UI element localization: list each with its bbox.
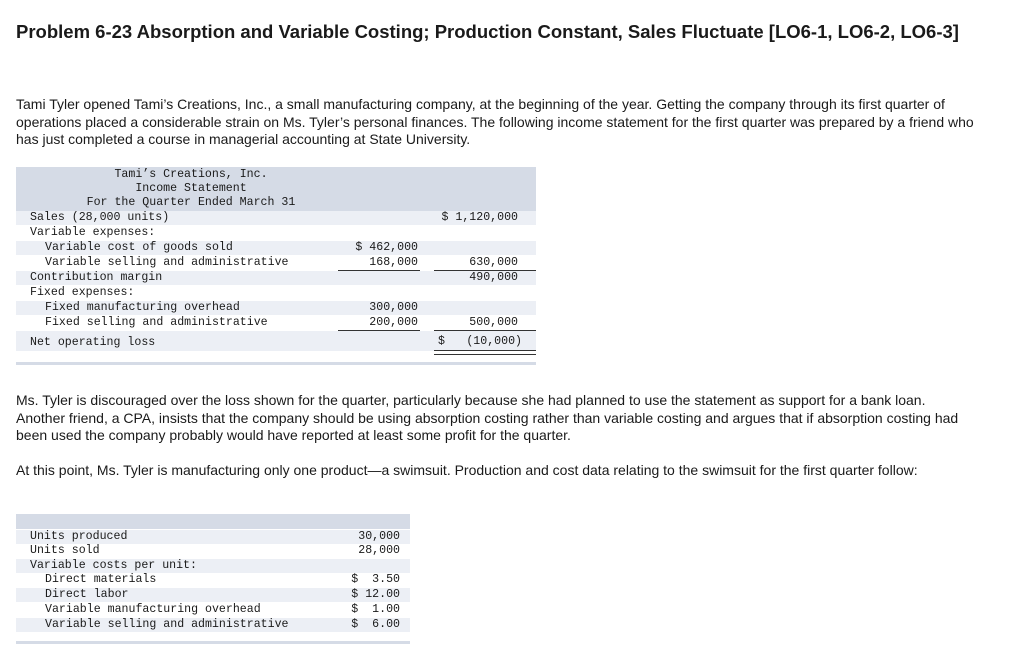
- fmo-amount: 300,000: [369, 301, 418, 314]
- vsa-amount: 168,000: [369, 256, 418, 269]
- company-name: Tami’s Creations, Inc.: [114, 168, 268, 181]
- fixed-expenses-label: Fixed expenses:: [30, 286, 135, 299]
- vmo-label: Variable manufacturing overhead: [45, 603, 261, 616]
- fixed-expenses-total: 500,000: [469, 316, 518, 329]
- vsa-label: Variable selling and administrative: [45, 256, 289, 269]
- income-statement-table: [16, 167, 536, 357]
- fsa-amount: 200,000: [369, 316, 418, 329]
- statement-name: Income Statement: [135, 182, 247, 195]
- net-operating-loss-dollar: $: [438, 335, 445, 348]
- direct-labor-amount: $ 12.00: [351, 588, 400, 601]
- double-underline: [434, 350, 536, 355]
- direct-materials-label: Direct materials: [45, 573, 157, 586]
- variable-expenses-label: Variable expenses:: [30, 226, 156, 239]
- fmo-label: Fixed manufacturing overhead: [45, 301, 240, 314]
- second-paragraph: Ms. Tyler is discouraged over the loss shown for the quarter, particularly because she had planned to use the statement as support for a bank loan. Another friend, a CPA, insists that the company should be using absorption costing rather than variable costing and argues that if absorption costing had been used the company probably would have reported at least some profit for the quarter.: [16, 392, 959, 443]
- vcogs-amount: $ 462,000: [355, 241, 418, 254]
- sales-label: Sales (28,000 units): [30, 211, 170, 224]
- statement-period: For the Quarter Ended March 31: [86, 196, 296, 209]
- vsa-per-unit-label: Variable selling and administrative: [45, 618, 289, 631]
- vcogs-label: Variable cost of goods sold: [45, 241, 233, 254]
- direct-materials-amount: $ 3.50: [351, 573, 400, 586]
- net-operating-loss-total: (10,000): [466, 335, 522, 348]
- units-produced-label: Units produced: [30, 530, 128, 543]
- net-operating-loss-label: Net operating loss: [30, 336, 156, 349]
- units-sold-label: Units sold: [30, 544, 100, 557]
- contribution-margin-label: Contribution margin: [30, 271, 163, 284]
- table-header-band: [16, 514, 410, 529]
- units-sold-value: 28,000: [358, 544, 400, 557]
- variable-expenses-total: 630,000: [469, 256, 518, 269]
- table-footer-line: [16, 641, 410, 644]
- third-paragraph: At this point, Ms. Tyler is manufacturing only one product—a swimsuit. Production and cost data relating to the swimsuit for the first quarter follow:: [16, 462, 918, 478]
- contribution-margin-total: 490,000: [469, 271, 518, 284]
- intro-paragraph: Tami Tyler opened Tami’s Creations, Inc., a small manufacturing company, at the beginning of the year. Getting the company through its first quarter of operations placed a considerable strain on Ms. Tyler’s personal finances. The following income statement for the first quarter was prepared by a friend who has just completed a course in managerial accounting at State University.: [16, 96, 974, 147]
- sales-total: $ 1,120,000: [441, 211, 518, 224]
- fsa-label: Fixed selling and administrative: [45, 316, 268, 329]
- vmo-amount: $ 1.00: [351, 603, 400, 616]
- direct-labor-label: Direct labor: [45, 588, 129, 601]
- variable-costs-per-unit-label: Variable costs per unit:: [30, 559, 197, 572]
- problem-title: Problem 6-23 Absorption and Variable Costing; Production Constant, Sales Fluctuate [LO6-1, LO6-2, LO6-3]: [16, 21, 959, 42]
- table-footer-line: [16, 362, 536, 365]
- production-data-table: [16, 514, 410, 638]
- units-produced-value: 30,000: [358, 530, 400, 543]
- vsa-per-unit-amount: $ 6.00: [351, 618, 400, 631]
